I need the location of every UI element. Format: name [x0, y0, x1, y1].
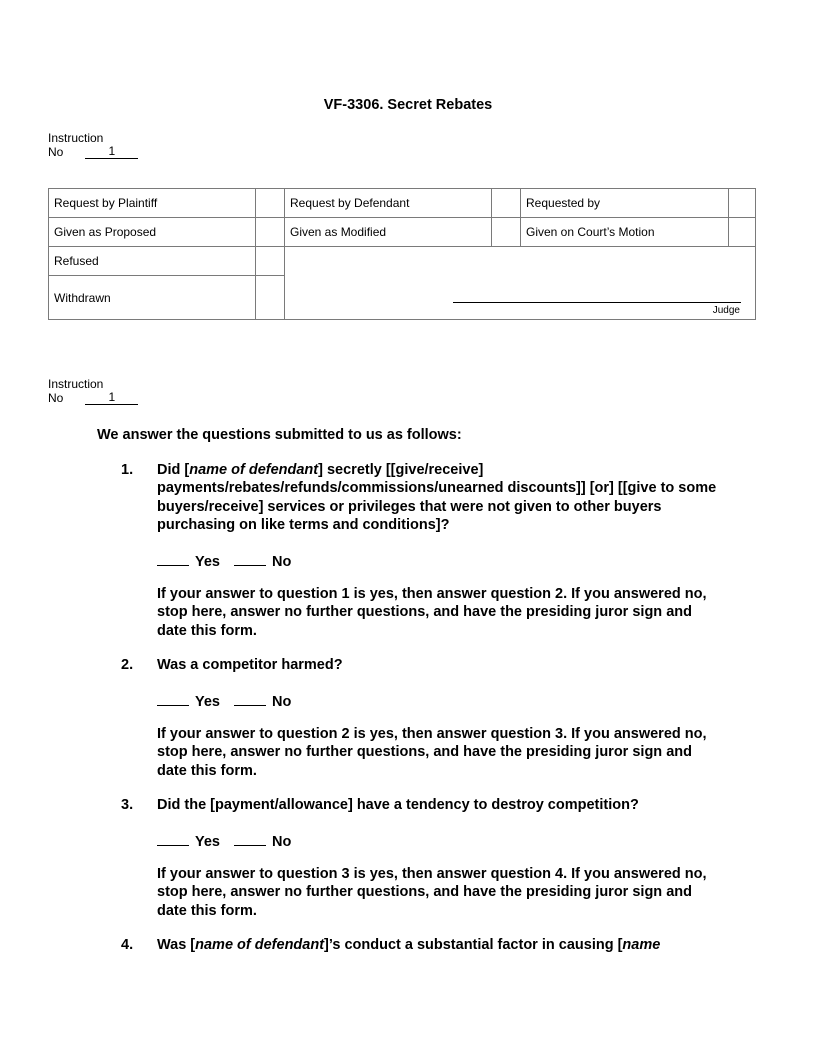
instruction-no-label: No [48, 145, 64, 159]
yes-blank[interactable] [157, 691, 189, 706]
question-text: Did the [payment/allowance] have a tendency to destroy competition? [157, 797, 639, 813]
given-as-modified-box[interactable] [492, 218, 521, 247]
verdict-intro: We answer the questions submitted to us as follows: [97, 427, 462, 443]
instruction-number-block-2 [48, 377, 138, 405]
yes-label: Yes [195, 554, 220, 570]
instruction-number-block [48, 131, 138, 159]
question-2 [121, 656, 721, 674]
question-number: 2. [121, 657, 134, 673]
question-number: 4. [121, 937, 134, 953]
instruction-after-q2: If your answer to question 2 is yes, then answer question 3. If you answered no, stop here, answer no further questions, and have the presiding juror sign and date this form. [157, 726, 707, 779]
disposition-table [48, 188, 756, 320]
withdrawn-label: Withdrawn [49, 276, 256, 320]
given-as-proposed-label: Given as Proposed [49, 218, 256, 247]
instruction-after-q3: If your answer to question 3 is yes, then answer question 4. If you answered no, stop here, answer no further questions, and have the presiding juror sign and date this form. [157, 866, 707, 919]
yes-label: Yes [195, 694, 220, 710]
given-as-proposed-box[interactable] [256, 218, 285, 247]
instruction-no-field[interactable]: 1 [85, 391, 138, 405]
refused-label: Refused [49, 247, 256, 276]
requested-by-box[interactable] [729, 189, 756, 218]
given-on-courts-motion-box[interactable] [729, 218, 756, 247]
question-text: Was [name of defendant]’s conduct a substantial factor in causing [name [157, 937, 661, 953]
no-blank[interactable] [234, 831, 266, 846]
answer-options-q3 [157, 831, 291, 850]
judge-signature-line[interactable] [453, 302, 741, 303]
refused-box[interactable] [256, 247, 285, 276]
question-number: 3. [121, 797, 134, 813]
request-by-plaintiff-box[interactable] [256, 189, 285, 218]
instruction-label: Instruction [48, 377, 104, 391]
question-text: Did [name of defendant] secretly [[give/receive] payments/rebates/refunds/commissions/unearned discounts]] [or] [[give to some buyers/receive] services or privileges that were not given to other buyers purchasing on like terms and conditions]? [157, 462, 717, 533]
request-by-defendant-box[interactable] [492, 189, 521, 218]
judge-signature-area [285, 247, 756, 320]
question-number: 1. [121, 462, 134, 478]
instruction-after-q1: If your answer to question 1 is yes, then answer question 2. If you answered no, stop here, answer no further questions, and have the presiding juror sign and date this form. [157, 586, 707, 639]
instruction-label: Instruction [48, 131, 104, 145]
answer-options-q1 [157, 551, 291, 570]
requested-by-label: Requested by [521, 189, 729, 218]
no-label: No [272, 834, 292, 850]
request-by-plaintiff-label: Request by Plaintiff [49, 189, 256, 218]
instruction-no-label: No [48, 391, 64, 405]
page-title: VF-3306. Secret Rebates [323, 97, 493, 113]
given-on-courts-motion-label: Given on Court’s Motion [521, 218, 729, 247]
withdrawn-box[interactable] [256, 276, 285, 320]
question-text: Was a competitor harmed? [157, 657, 343, 673]
question-3 [121, 796, 721, 814]
no-label: No [272, 694, 292, 710]
given-as-modified-label: Given as Modified [285, 218, 492, 247]
question-1 [121, 461, 721, 534]
judge-label: Judge [712, 305, 740, 316]
yes-label: Yes [195, 834, 220, 850]
request-by-defendant-label: Request by Defendant [285, 189, 492, 218]
no-label: No [272, 554, 292, 570]
instruction-no-field[interactable]: 1 [85, 145, 138, 159]
no-blank[interactable] [234, 691, 266, 706]
yes-blank[interactable] [157, 831, 189, 846]
yes-blank[interactable] [157, 551, 189, 566]
no-blank[interactable] [234, 551, 266, 566]
answer-options-q2 [157, 691, 291, 710]
question-4 [121, 936, 761, 954]
